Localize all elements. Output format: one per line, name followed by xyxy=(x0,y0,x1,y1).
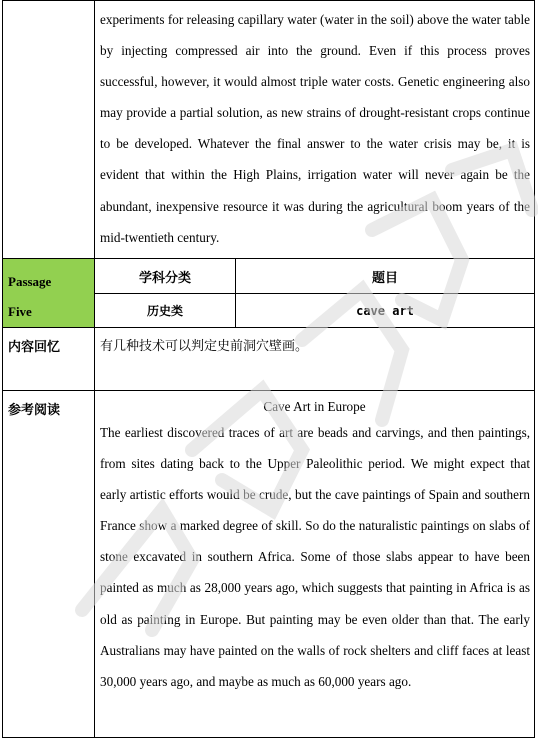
continuation-label-cell xyxy=(3,1,95,259)
reading-title: Cave Art in Europe xyxy=(263,399,366,414)
passage-number: Five xyxy=(8,304,32,319)
memory-row xyxy=(3,328,535,391)
memory-text: 有几种技术可以判定史前洞穴壁画。 xyxy=(95,328,535,391)
passage-header-row xyxy=(3,259,535,294)
reading-label: 参考阅读 xyxy=(3,391,95,738)
topic-value: cave art xyxy=(236,294,535,328)
continuation-paragraph: experiments for releasing capillary water (water in the soil) above the water table by injecting compressed air into the ground. Even if this process proves successful, however, it would almost triple water costs. Genetic engineering also may provide a partial solution, as new strains of drought-resistant crops continue to be developed. Whatever the final answer to the water crisis may be, it is evident that within the High Plains, irrigation water will never again be the abundant, inexpensive resource it was during the agricultural boom years of the mid-twentieth century. xyxy=(100,12,530,245)
passage-label: Passage xyxy=(8,274,52,289)
category-value: 历史类 xyxy=(95,294,236,328)
document-page xyxy=(2,0,534,733)
continuation-row xyxy=(3,1,535,259)
reading-cell xyxy=(95,391,535,738)
category-header: 学科分类 xyxy=(95,259,236,294)
reading-row xyxy=(3,391,535,738)
continuation-cell xyxy=(95,1,535,259)
passage-label-cell xyxy=(3,259,95,328)
passage-table xyxy=(2,0,535,738)
memory-label: 内容回忆 xyxy=(3,328,95,391)
reading-body: The earliest discovered traces of art are beads and carvings, and then paintings, from sites dating back to the Upper Paleolithic period. We might expect that early artistic efforts would be crude, but the cave paintings of Spain and southern France show a marked degree of skill. So do the naturalistic paintings on slabs of stone excavated in southern Africa. Some of those slabs appear to have been painted as much as 28,000 years ago, which suggests that painting in Africa is as old as painting in Europe. But painting may be even older than that. The early Australians may have painted on the walls of rock shelters and cliff faces at least 30,000 years ago, and maybe as much as 60,000 years ago. xyxy=(100,425,530,689)
topic-header: 题目 xyxy=(236,259,535,294)
